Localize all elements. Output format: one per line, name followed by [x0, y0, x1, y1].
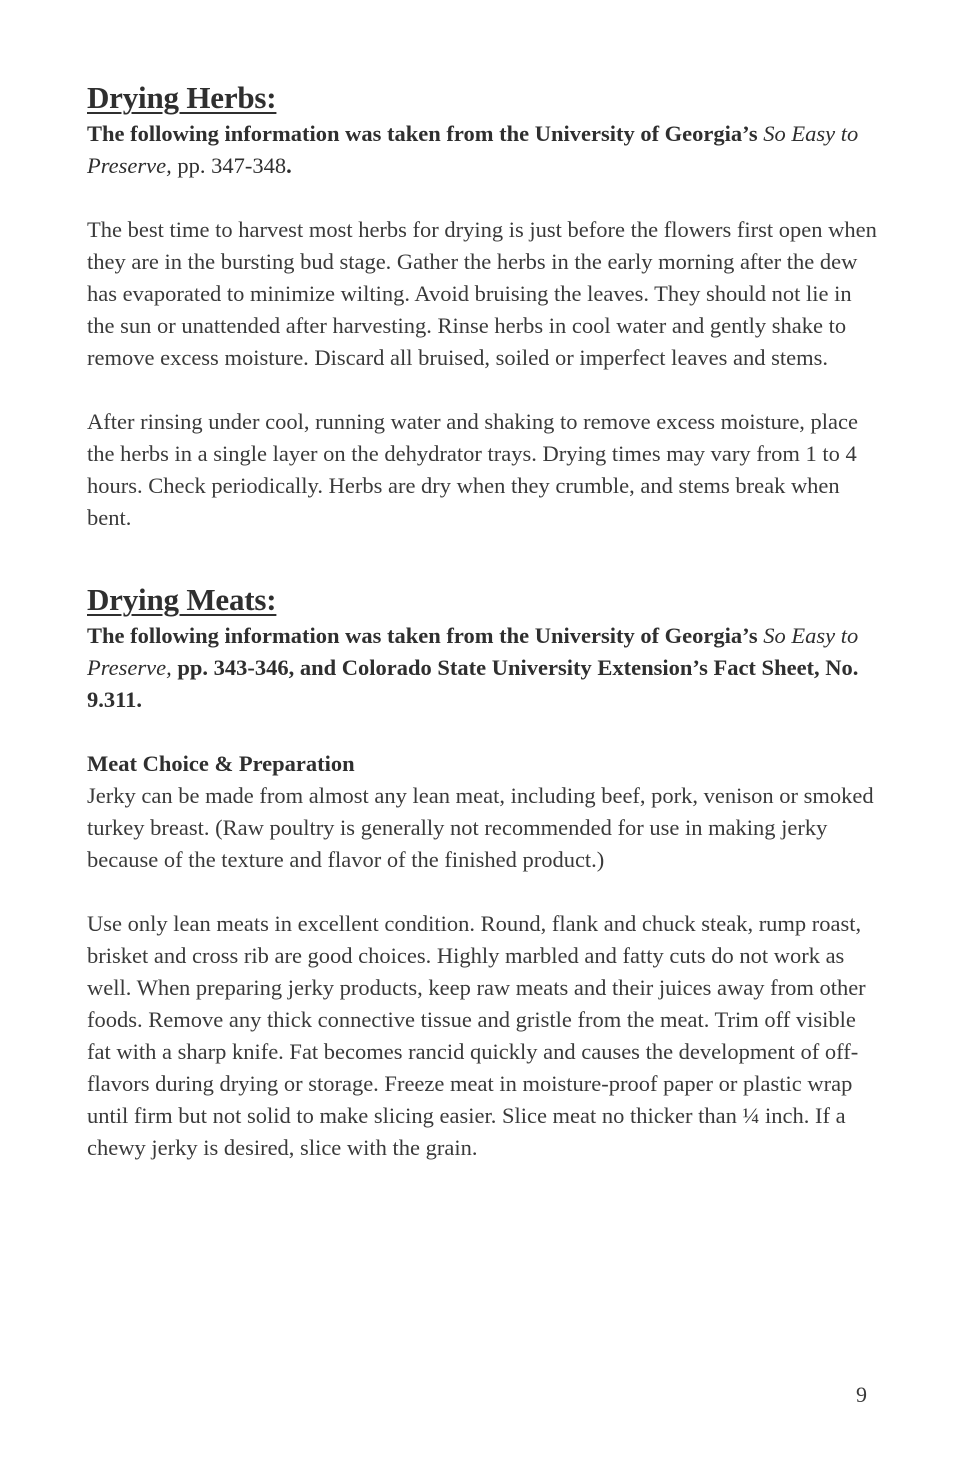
meats-source-bold: The following information was taken from the University of Georgia’s — [87, 623, 764, 648]
herbs-paragraph-drying: After rinsing under cool, running water and shaking to remove excess moisture, place the herbs in a single layer on the dehydrator trays. Drying times may vary from 1 to 4 hours. Check periodically. Herbs are dry when they crumble, and stems break when bent. — [87, 409, 859, 530]
herbs-source-citation — [87, 118, 877, 182]
herbs-section — [87, 78, 877, 534]
herbs-source-title: So Easy to Preserve, — [87, 121, 859, 178]
meats-paragraph-choice: Jerky can be made from almost any lean meat, including beef, pork, venison or smoked turkey breast. (Raw poultry is generally not recommended for use in making jerky because of the texture and flavor of the finished product.) — [87, 783, 874, 872]
meats-section — [87, 580, 877, 1164]
herbs-source-pages: pp. 347-348 — [171, 153, 287, 178]
meats-source-title: So Easy to Preserve, — [87, 623, 859, 680]
meats-source-citation — [87, 620, 877, 716]
meats-subheading: Meat Choice & Preparation — [87, 751, 355, 776]
document-page — [87, 78, 877, 1164]
meats-source-rest: pp. 343-346, and Colorado State University Extension’s Fact Sheet, No. 9.311. — [87, 655, 859, 712]
meats-paragraph-preparation: Use only lean meats in excellent condition. Round, flank and chuck steak, rump roast, brisket and cross rib are good choices. Highly marbled and fatty cuts do not work as well. When preparing jerky products, keep raw meats and their juices away from other foods. Remove any thick connective tissue and gristle from the meat. Trim off visible fat with a sharp knife. Fat becomes rancid quickly and causes the development of off-flavors during drying or storage. Freeze meat in moisture-proof paper or plastic wrap until firm but not solid to make slicing easier. Slice meat no thicker than ¼ inch. If a chewy jerky is desired, slice with the grain. — [87, 911, 866, 1160]
herbs-source-bold: The following information was taken from the University of Georgia’s — [87, 121, 764, 146]
page-number: 9 — [856, 1382, 867, 1407]
herbs-paragraph-harvest: The best time to harvest most herbs for drying is just before the flowers first open when they are in the bursting bud stage. Gather the herbs in the early morning after the dew has evaporated to minimize wilting. Avoid bruising the leaves. They should not lie in the sun or unattended after harvesting. Rinse herbs in cool water and gently shake to remove excess moisture. Discard all bruised, soiled or imperfect leaves and stems. — [87, 217, 877, 370]
meats-heading: Drying Meats: — [87, 582, 277, 617]
herbs-heading: Drying Herbs: — [87, 80, 277, 115]
herbs-source-end: . — [286, 153, 292, 178]
